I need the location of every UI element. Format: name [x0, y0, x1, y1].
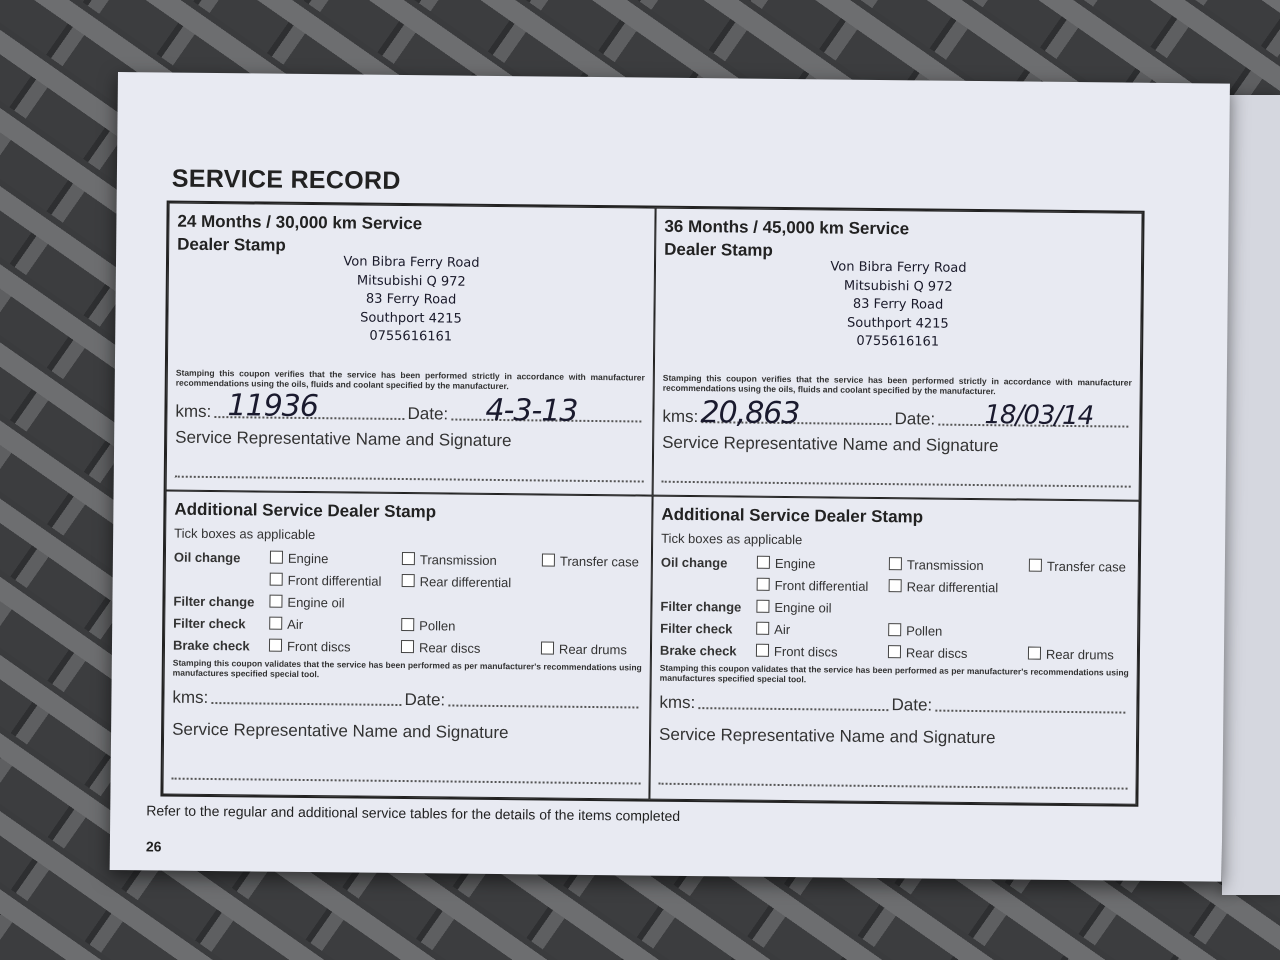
- tick-note: Tick boxes as applicable: [661, 530, 803, 548]
- date-value: 4-3-13: [485, 392, 578, 429]
- rear-differential-checkbox[interactable]: Rear differential: [402, 574, 512, 590]
- signature-line: [172, 778, 641, 785]
- date-value: 18/03/14: [984, 400, 1094, 432]
- kms-date-line: kms: Date:: [172, 682, 641, 713]
- kms-date-line: kms: Date:: [662, 401, 1131, 432]
- dealer-stamp: Von Bibra Ferry Road Mitsubishi Q 972 83 Ferry Road Southport 4215 0755616161: [830, 259, 967, 350]
- front-differential-checkbox[interactable]: Front differential: [757, 578, 869, 594]
- pollen-checkbox[interactable]: Pollen: [888, 623, 942, 639]
- service-24-months: [166, 203, 656, 496]
- verify-text: Stamping this coupon verifies that the service has been performed strictly in accordance with manufacturer recommendations using the oils, fluids and coolant specified by the manufacturer.: [175, 367, 645, 392]
- pollen-checkbox[interactable]: Pollen: [401, 618, 455, 634]
- kms-date-line: kms: Date:: [175, 396, 644, 427]
- service-title: 36 Months / 45,000 km Service: [664, 216, 910, 239]
- air-checkbox[interactable]: Air: [269, 617, 303, 632]
- facing-page: [1222, 95, 1280, 895]
- kms-value: 20,863: [700, 395, 800, 432]
- front-differential-checkbox[interactable]: Front differential: [270, 573, 382, 589]
- transfer-case-checkbox[interactable]: Transfer case: [1029, 559, 1126, 575]
- signature-line: [662, 481, 1131, 488]
- service-36-months: [653, 208, 1143, 501]
- dealer-stamp-label: Dealer Stamp: [177, 234, 286, 255]
- rear-discs-checkbox[interactable]: Rear discs: [401, 640, 481, 656]
- additional-service-left: Additional Service Dealer Stamp Tick boxes as applicable Oil change Engine Transmission Transfer case Front differential Rear differential Filter change Engine oil Filter check Air Pollen Brake check Front discs Rear discs Rear drums Stamping this coupon validates that the service has been performed as per manufacturer's recommendations using manufactures specified special tool. kms: Date: Service Representative Name and Signature: [162, 491, 652, 800]
- dealer-stamp: Von Bibra Ferry Road Mitsubishi Q 972 83 Ferry Road Southport 4215 0755616161: [343, 254, 480, 345]
- kms-value: 11936: [227, 388, 319, 425]
- tick-note: Tick boxes as applicable: [174, 525, 316, 543]
- additional-title: Additional Service Dealer Stamp: [174, 499, 437, 522]
- signature-line: [175, 476, 644, 483]
- rep-label: Service Representative Name and Signature: [175, 427, 512, 451]
- footer-note: Refer to the regular and additional service tables for the details of the items completed: [146, 802, 681, 824]
- signature-line: [659, 783, 1128, 790]
- validate-text: Stamping this coupon validates that the service has been performed as per manufacturer's recommendations using manufactures specified special tool.: [659, 662, 1129, 685]
- page-title: SERVICE RECORD: [171, 164, 401, 195]
- dealer-stamp-label: Dealer Stamp: [664, 239, 773, 260]
- page-number: 26: [145, 838, 162, 855]
- engine-oil-checkbox[interactable]: Engine oil: [756, 600, 831, 616]
- rear-drums-checkbox[interactable]: Rear drums: [541, 641, 627, 657]
- engine-checkbox[interactable]: Engine: [270, 551, 329, 567]
- front-discs-checkbox[interactable]: Front discs: [269, 639, 351, 655]
- additional-title: Additional Service Dealer Stamp: [661, 504, 924, 527]
- air-checkbox[interactable]: Air: [756, 622, 790, 637]
- validate-text: Stamping this coupon validates that the service has been performed as per manufacturer's recommendations using manufactures specified special tool.: [172, 657, 642, 680]
- service-grid: [160, 201, 1144, 807]
- additional-service-right: Additional Service Dealer Stamp Tick boxes as applicable Oil change Engine Transmission Transfer case Front differential Rear differential Filter change Engine oil Filter check Air Pollen Brake check Front discs Rear discs Rear drums Stamping this coupon validates that the service has been performed as per manufacturer's recommendations using manufactures specified special tool. kms: Date: Service Representative Name and Signature: [649, 496, 1139, 805]
- rep-label: Service Representative Name and Signature: [658, 724, 996, 748]
- transmission-checkbox[interactable]: Transmission: [889, 557, 984, 573]
- engine-oil-checkbox[interactable]: Engine oil: [269, 595, 344, 611]
- front-discs-checkbox[interactable]: Front discs: [756, 644, 838, 660]
- kms-date-line: kms: Date:: [659, 687, 1128, 718]
- verify-text: Stamping this coupon verifies that the service has been performed strictly in accordance with manufacturer recommendations using the oils, fluids and coolant specified by the manufacturer.: [662, 372, 1132, 397]
- service-title: 24 Months / 30,000 km Service: [177, 211, 423, 234]
- transfer-case-checkbox[interactable]: Transfer case: [542, 553, 639, 569]
- rep-label: Service Representative Name and Signature: [172, 719, 509, 743]
- service-record-page: [110, 72, 1230, 882]
- rear-differential-checkbox[interactable]: Rear differential: [889, 579, 999, 595]
- rear-drums-checkbox[interactable]: Rear drums: [1028, 647, 1114, 663]
- rep-label: Service Representative Name and Signature: [662, 432, 999, 456]
- rear-discs-checkbox[interactable]: Rear discs: [888, 645, 968, 661]
- transmission-checkbox[interactable]: Transmission: [402, 552, 497, 568]
- engine-checkbox[interactable]: Engine: [757, 556, 816, 572]
